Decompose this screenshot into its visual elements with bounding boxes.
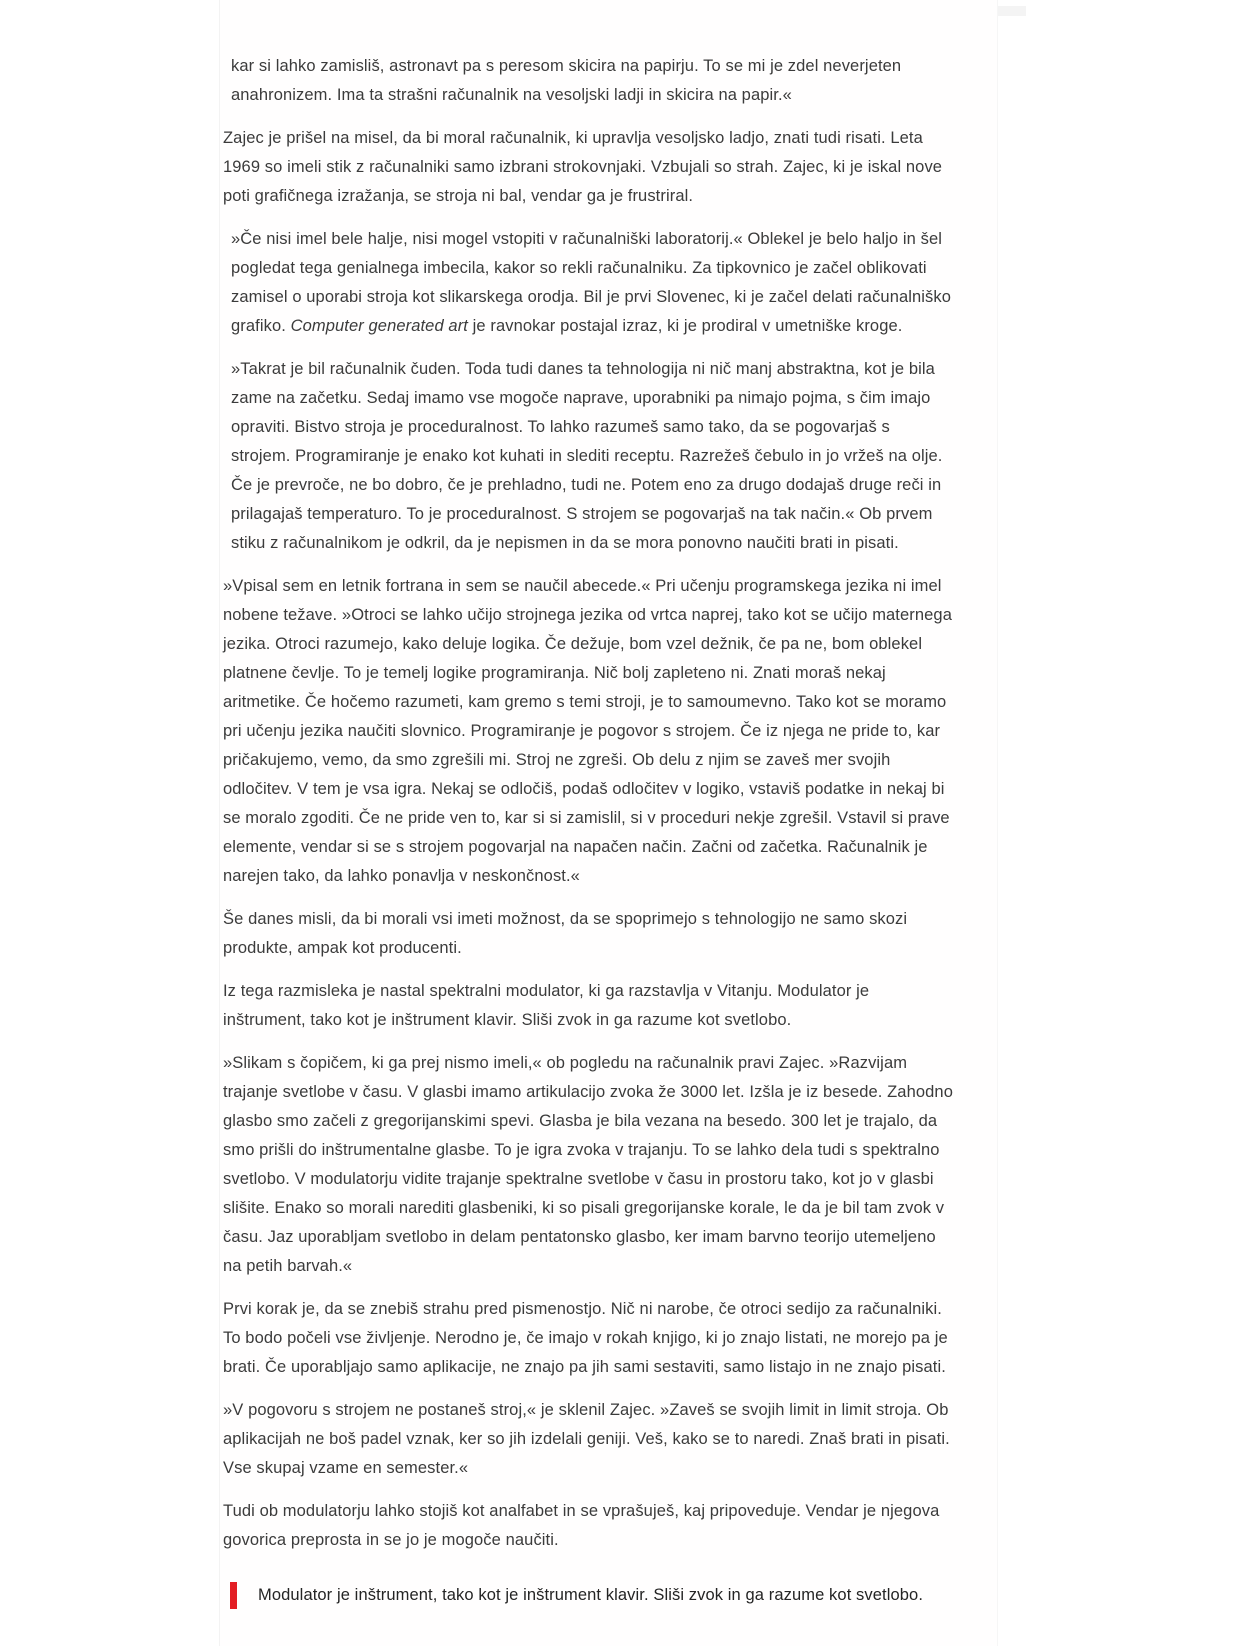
text-segment: kar si lahko zamisliš, astronavt pa s peresom skicira na papirju. To se mi je zdel neverjeten anahronizem. Ima ta strašni računalnik na vesoljski ladji in skicira na papir.« [231, 57, 902, 104]
text-segment: Iz tega razmisleka je nastal spektralni modulator, ki ga razstavlja v Vitanju. Modulator je inštrument, tako kot je inštrument klavir. Sliši zvok in ga razume kot svetlobo. [223, 982, 870, 1029]
article-column [219, 0, 998, 1646]
pull-quote [230, 1582, 960, 1609]
paragraph [223, 1295, 953, 1382]
paragraph [223, 1497, 953, 1555]
paragraph [223, 124, 953, 211]
pull-quote-text: Modulator je inštrument, tako kot je inštrument klavir. Sliši zvok in ga razume kot svetlobo. [258, 1586, 923, 1604]
text-segment: »V pogovoru s strojem ne postaneš stroj,« je sklenil Zajec. »Zaveš se svojih limit in limit stroja. Ob aplikacijah ne boš padel vznak, ker so jih izdelali geniji. Veš, kako se to naredi. Znaš brati in pisati. Vse skupaj vzame en semester.« [223, 1401, 950, 1477]
paragraph [223, 572, 953, 891]
text-segment: »Če nisi imel bele halje, nisi mogel vstopiti v računalniški laboratorij.« Oblekel je belo haljo in šel pogledat tega genialnega imbecila, kakor so rekli računalniku. Za tipkovnico je začel oblikovati zamisel o uporabi stroja kot slikarskega orodja. Bil je prvi Slovenec, ki je začel delati računalniško grafiko. [231, 230, 952, 335]
paragraph [223, 52, 953, 110]
text-segment: Prvi korak je, da se znebiš strahu pred pismenostjo. Nič ni narobe, če otroci sedijo za računalniki. To bodo počeli vse življenje. Nerodno je, če imajo v rokah knjigo, ki jo znajo listati, ne morejo pa je brati. Če uporabljajo samo aplikacije, ne znajo pa jih sami sestaviti, samo listajo in ne znajo pisati. [223, 1300, 948, 1376]
text-segment: Tudi ob modulatorju lahko stojiš kot analfabet in se vprašuješ, kaj pripoveduje. Vendar je njegova govorica preprosta in se jo je mogoče naučiti. [223, 1502, 940, 1549]
paragraph [223, 977, 953, 1035]
text-segment: »Vpisal sem en letnik fortrana in sem se naučil abecede.« Pri učenju programskega jezika ni imel nobene težave. »Otroci se lahko učijo strojnega jezika od vrtca naprej, tako kot se učijo maternega jezika. Otroci razumejo, kako deluje logika. Če dežuje, bom vzel dežnik, če pa ne, bom oblekel platnene čevlje. To je temelj logike programiranja. Nič bolj zapleteno ni. Znati moraš nekaj aritmetike. Če hočemo razumeti, kam gremo s temi stroji, je to samoumevno. Tako kot se moramo pri učenju jezika naučiti slovnico. Programiranje je pogovor s strojem. Če iz njega ne pride to, kar pričakujemo, vemo, da smo zgrešili mi. Stroj ne zgreši. Ob delu z njim se zaveš mer svojih odločitev. V tem je vsa igra. Nekaj se odločiš, podaš odločitev v logiko, vstaviš podatke in nekaj bi se moralo zgoditi. Če ne pride ven to, kar si si zamislil, si v proceduri nekje zgrešil. Vstavil si prave elemente, vendar si se s strojem pogovarjal na napačen način. Začni od začetka. Računalnik je narejen tako, da lahko ponavlja v neskončnost.« [223, 577, 952, 885]
pull-quote-accent-bar [230, 1582, 237, 1609]
italic-text-segment: Computer generated art [290, 317, 468, 335]
paragraph [223, 905, 953, 963]
text-segment: je ravnokar postajal izraz, ki je prodiral v umetniške kroge. [467, 317, 903, 335]
paragraph [223, 225, 953, 341]
paragraph [223, 1049, 953, 1281]
text-segment: »Takrat je bil računalnik čuden. Toda tudi danes ta tehnologija ni nič manj abstraktna, kot je bila zame na začetku. Sedaj imamo vse mogoče naprave, uporabniki pa nimajo pojma, s čim imajo opraviti. Bistvo stroja je proceduralnost. To lahko razumeš samo tako, da se pogovarjaš s strojem. Programiranje je enako kot kuhati in slediti receptu. Razrežeš čebulo in jo vržeš na olje. Če je prevroče, ne bo dobro, če je prehladno, tudi ne. Potem eno za drugo dodajaš druge reči in prilagajaš temperaturo. To je proceduralnost. S strojem se pogovarjaš na tak način.« Ob prvem stiku z računalnikom je odkril, da je nepismen in da se mora ponovno naučiti brati in pisati. [231, 360, 943, 552]
text-segment: Še danes misli, da bi morali vsi imeti možnost, da se spoprimejo s tehnologijo ne samo skozi produkte, ampak kot producenti. [223, 910, 908, 957]
paragraph [223, 355, 953, 558]
article-body [223, 52, 953, 1555]
paragraph [223, 1396, 953, 1483]
text-segment: »Slikam s čopičem, ki ga prej nismo imeli,« ob pogledu na računalnik pravi Zajec. »Razvijam trajanje svetlobe v času. V glasbi imamo artikulacijo zvoka že 3000 let. Izšla je iz besede. Zahodno glasbo smo začeli z gregorijanskimi spevi. Glasba je bila vezana na besedo. 300 let je trajalo, da smo prišli do inštrumentalne glasbe. To je igra zvoka v trajanju. To se lahko dela tudi s spektralno svetlobo. V modulatorju vidite trajanje spektralne svetlobe v času in prostoru tako, kot jo v glasbi slišite. Enako so morali narediti glasbeniki, ki so pisali gregorijanske korale, le da je bil tam zvok v času. Jaz uporabljam svetlobo in delam pentatonsko glasbo, ker imam barvno teorijo utemeljeno na petih barvah.« [223, 1054, 953, 1275]
text-segment: Zajec je prišel na misel, da bi moral računalnik, ki upravlja vesoljsko ladjo, znati tudi risati. Leta 1969 so imeli stik z računalniki samo izbrani strokovnjaki. Vzbujali so strah. Zajec, ki je iskal nove poti grafičnega izražanja, se stroja ni bal, vendar ga je frustriral. [223, 129, 943, 205]
